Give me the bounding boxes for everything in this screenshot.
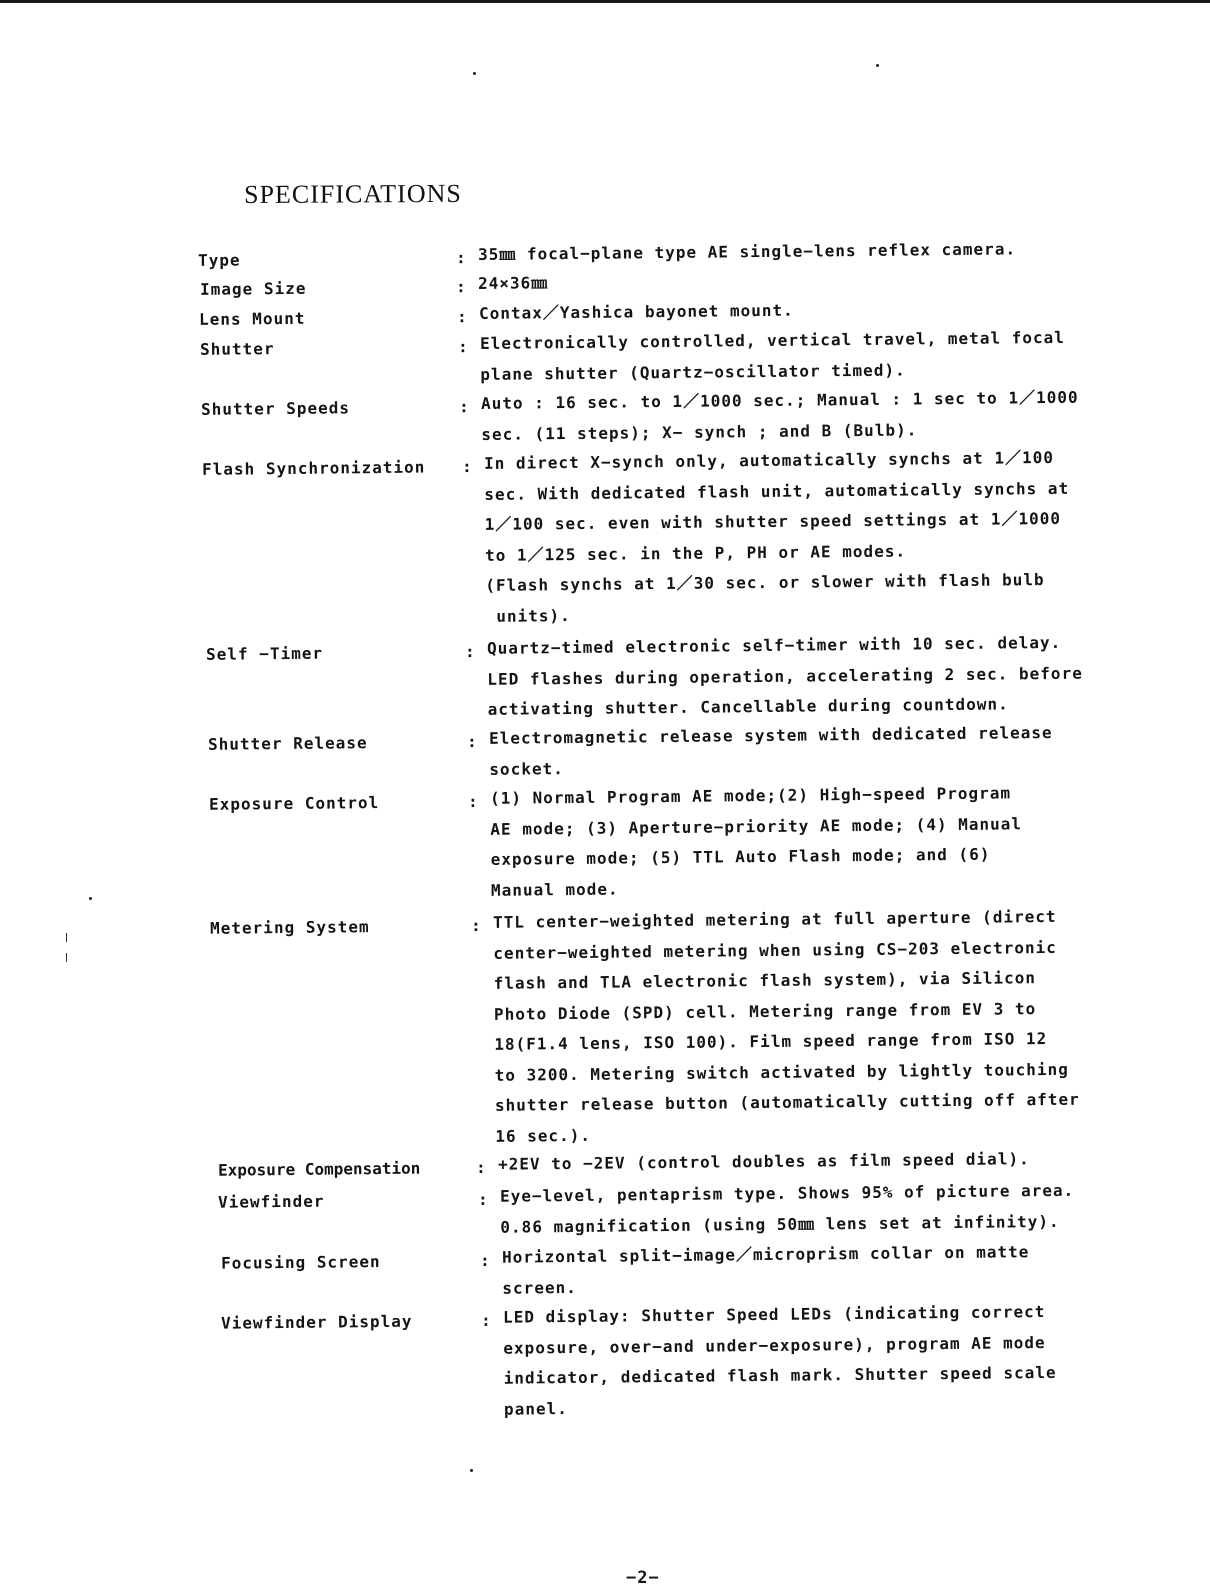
page-number: −2− <box>626 1568 660 1588</box>
spec-line: indicator, dedicated flash mark. Shutter speed scale <box>503 1362 1057 1388</box>
spec-line: sec. (11 steps); X− synch ; and B (Bulb). <box>481 419 918 444</box>
spec-line: sec. With dedicated flash unit, automatically synchs at <box>484 478 1070 504</box>
spec-label: Image Size <box>199 278 307 299</box>
scan-mark <box>66 933 67 942</box>
spec-line: screen. <box>502 1277 577 1298</box>
spec-row-shutter <box>0 327 1210 384</box>
spec-line: Quartz−timed electronic self−timer with 10 sec. delay. <box>486 632 1062 658</box>
spec-line: units). <box>485 605 571 626</box>
spec-row-viewfinder-display <box>0 1302 1210 1419</box>
spec-value <box>502 1237 1030 1304</box>
spec-colon: : <box>467 791 478 812</box>
spec-value <box>487 628 1083 726</box>
spec-value <box>490 778 1023 906</box>
page-title: SPECIFICATIONS <box>244 178 462 209</box>
spec-colon: : <box>479 1250 490 1270</box>
spec-row-flash-synchronization <box>0 447 1210 626</box>
spec-value <box>498 1144 1030 1180</box>
spec-line: +2EV to −2EV (control doubles as film speed dial). <box>497 1149 1030 1174</box>
spec-line: Auto : 16 sec. to 1／1000 sec.; Manual : 1 sec to 1／1000 <box>480 387 1079 413</box>
spec-line: 18(F1.4 lens, ISO 100). Film speed range from ISO 12 <box>494 1029 1048 1054</box>
spec-label: Exposure Control <box>208 793 380 814</box>
spec-row-shutter-release <box>0 722 1210 779</box>
spec-row-exposure-control <box>0 783 1210 900</box>
spec-value <box>480 323 1065 390</box>
spec-line: Eye−level, pentaprism type. Shows 95% of picture area. <box>499 1180 1075 1206</box>
spec-row-metering-system <box>0 906 1210 1146</box>
spec-line: shutter release button (automatically cutting off after <box>494 1089 1080 1115</box>
spec-row-lens-mount <box>0 299 1210 329</box>
spec-line: 0.86 magnification (using 50㎜ lens set at infinity). <box>500 1211 1060 1237</box>
spec-row-self-timer <box>0 632 1210 719</box>
spec-colon: : <box>464 642 475 662</box>
spec-line: TTL center−weighted metering at full aperture (direct <box>492 906 1057 932</box>
spec-colon: : <box>480 1310 491 1330</box>
spec-colon: : <box>455 277 466 297</box>
spec-colon: : <box>456 307 467 327</box>
spec-value <box>500 1176 1075 1243</box>
spec-row-focusing-screen <box>0 1242 1210 1298</box>
spec-line: (Flash synchs at 1／30 sec. or slower with flash bulb <box>485 570 1045 595</box>
spec-colon: : <box>475 1157 486 1178</box>
spec-line: LED flashes during operation, accelerating 2 sec. before <box>487 663 1083 689</box>
spec-colon: : <box>466 732 477 752</box>
spec-colon: : <box>470 915 481 936</box>
spec-line: Contax／Yashica bayonet mount. <box>478 300 794 323</box>
scan-speck <box>473 72 476 75</box>
spec-colon: : <box>457 337 468 357</box>
spec-line: Electromagnetic release system with dedicated release <box>488 722 1053 748</box>
spec-line: 35㎜ focal−plane type AE single−lens reflex camera. <box>477 239 1017 264</box>
spec-row-type <box>0 239 1210 270</box>
spec-line: to 1／125 sec. in the P, PH or AE modes. <box>484 541 907 565</box>
spec-line: center−weighted metering when using CS−203 electronic <box>493 937 1057 963</box>
spec-value <box>478 234 1016 270</box>
spec-line: Photo Diode (SPD) cell. Metering range from EV 3 to <box>493 998 1037 1024</box>
spec-line: Manual mode. <box>490 879 619 900</box>
spec-line: Horizontal split−image／microprism collar on matte <box>501 1242 1030 1267</box>
spec-label: Shutter Release <box>207 733 368 754</box>
spec-value <box>479 296 794 330</box>
spec-line: LED display: Shutter Speed LEDs (indicating correct <box>502 1302 1046 1327</box>
spec-label: Flash Synchronization <box>201 457 426 479</box>
spec-label: Self −Timer <box>205 643 324 664</box>
spec-line: flash and TLA electronic flash system), via Silicon <box>493 968 1037 993</box>
spec-colon: : <box>461 457 472 477</box>
spec-label: Viewfinder Display <box>220 1311 413 1333</box>
spec-line: 24×36㎜ <box>477 273 549 293</box>
spec-label: Type <box>197 250 241 270</box>
spec-label: Viewfinder <box>217 1191 325 1212</box>
scan-mark <box>66 953 67 962</box>
spec-colon: : <box>455 248 466 268</box>
spec-line: exposure, over−and under−exposure), program AE mode <box>503 1332 1046 1358</box>
spec-line: exposure mode; (5) TTL Auto Flash mode; and (6) <box>490 844 991 869</box>
spec-label: Metering System <box>209 917 370 938</box>
scan-speck <box>470 1469 473 1472</box>
spec-label: Shutter <box>199 339 275 359</box>
spec-colon: : <box>477 1189 488 1209</box>
spec-row-image-size <box>0 269 1210 299</box>
spec-label: Focusing Screen <box>220 1252 381 1273</box>
scan-top-edge <box>0 0 1210 3</box>
spec-label: Shutter Speeds <box>200 398 351 419</box>
spec-row-viewfinder <box>0 1180 1210 1237</box>
spec-line: In direct X−synch only, automatically synchs at 1／100 <box>483 447 1055 473</box>
scan-speck <box>876 64 879 67</box>
spec-line: activating shutter. Cancellable during countdown. <box>487 694 1009 719</box>
spec-line: to 3200. Metering switch activated by lightly touching <box>494 1059 1069 1085</box>
spec-line: (1) Normal Program AE mode;(2) High−speed Program <box>489 783 1012 808</box>
spec-line: panel. <box>503 1398 568 1419</box>
spec-line: AE mode; (3) Aperture−priority AE mode; (4) Manual <box>490 813 1023 839</box>
spec-value <box>484 443 1071 632</box>
spec-value <box>478 268 548 299</box>
spec-colon: : <box>458 397 469 417</box>
spec-value <box>489 718 1053 785</box>
spec-label: Lens Mount <box>198 308 306 329</box>
spec-line: plane shutter (Quartz−oscillator timed). <box>480 360 906 384</box>
spec-value <box>503 1297 1057 1425</box>
spec-line: Electronically controlled, vertical travel, metal focal <box>479 327 1065 353</box>
spec-row-exposure-compensation <box>0 1149 1210 1180</box>
spec-label: Exposure Compensation <box>217 1158 421 1180</box>
spec-value <box>493 902 1080 1152</box>
scan-speck <box>89 897 92 900</box>
spec-row-shutter-speeds <box>0 387 1210 444</box>
spec-line: 16 sec.). <box>495 1125 592 1146</box>
spec-value <box>481 383 1079 450</box>
spec-line: socket. <box>489 758 564 779</box>
spec-line: 1／100 sec. even with shutter speed settings at 1／1000 <box>484 508 1062 534</box>
